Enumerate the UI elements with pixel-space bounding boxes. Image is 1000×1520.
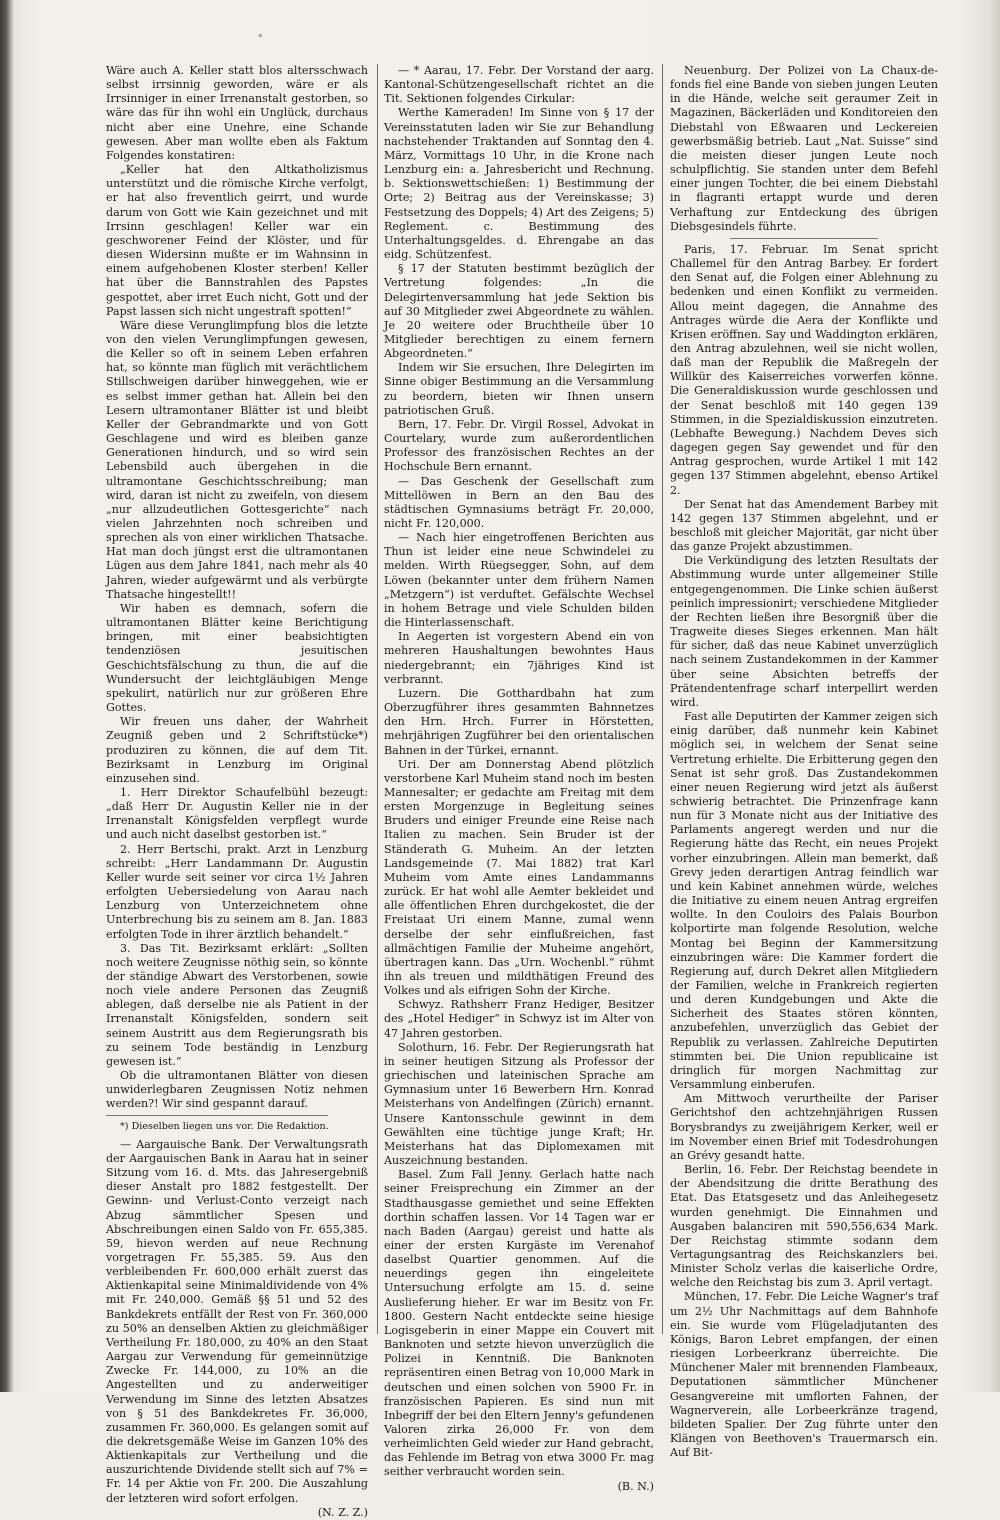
paragraph-aargauische-bank: — Aargauische Bank. Der Verwaltungsrath der Aargauischen Bank in Aarau hat in seiner Sitzung vom 16. d. Mts. das Jahresergebniß dieser Anstalt pro 1882 festgestellt. Der Gewinn- und Verlust-Conto verzeigt nach Abzug sämmtlicher Spesen und Abschreibungen einen Saldo von Fr. 655,385. 59, hievon werden auf neue Rechnung vorgetragen Fr. 55,385. 59. Aus den verbleibenden Fr. 600,000 erhält zuerst das Aktienkapital seine Minimaldividende von 4% mit Fr. 240,000. Gemäß §§ 51 und 52 des Bankdekrets entfällt der Rest von Fr. 360,000 zu 50% an denselben Aktien zu gleichmäßiger Vertheilung Fr. 180,000, zu 40% an den Staat Aargau zur Verwendung für gemeinnützige Zwecke Fr. 144,000, zu 10% an die Angestellten und zu anderweitiger Verwendung im Sinne des letzten Absatzes von § 51 des Bankdekretes Fr. 36,000, zusammen Fr. 360,000. Es gelangen somit auf die dekretsgemäße Weise im Ganzen 10% des Aktienkapitals zur Vertheilung und die auszurichtende Dividende stellt sich auf 7% = Fr. 14 per Aktie von Fr. 200. Die Auszahlung der letzteren wird sofort erfolgen.: [106, 1137, 368, 1505]
paragraph: — Das Geschenk der Gesellschaft zum Mittellöwen in Bern an den Bau des städtischen Gymnasiums beträgt Fr. 20,000, nicht Fr. 120,000.: [384, 474, 654, 530]
paragraph: Der Senat hat das Amendement Barbey mit 142 gegen 137 Stimmen abgelehnt, und er beschloß mit gleicher Majorität, gar nicht über das ganze Projekt abzustimmen.: [670, 497, 938, 554]
paragraph: Die Verkündigung des letzten Resultats der Abstimmung wurde unter allgemeiner Stille entgegengenommen. Die Linke schien äußerst peinlich impressionirt; verschiedene Mitglieder der Rechten ließen ihre Besorgniß über die Tragweite dieses Sieges erkennen. Man hält für sicher, daß das neue Kabinet unverzüglich nach seinem Zustandekommen in der Kammer über seine Absichten betreffs der Prätendentenfrage scharf interpellirt werden wird.: [670, 554, 939, 709]
page-mark: °: [258, 34, 263, 44]
paragraph: Am Mittwoch verurtheilte der Pariser Gerichtshof den achtzehnjährigen Russen Borysbrandys zu zweijährigem Kerker, weil er im November einen Brief mit Todesdrohungen an Grévy gesandt hatte.: [670, 1092, 938, 1162]
footnote-rule: [106, 1115, 328, 1116]
paragraph: Indem wir Sie ersuchen, Ihre Delegirten im Sinne obiger Bestimmung an die Versammlung zu beordern, bieten wir Ihnen unsern patriotischen Gruß.: [384, 361, 654, 417]
footnote: *) Dieselben liegen uns vor. Die Redaktion.: [120, 1120, 329, 1132]
paragraph-luzern: Luzern. Die Gotthardbahn hat zum Oberzugführer ihres gesammten Bahnnetzes den Hrn. Hrch. Furrer in Hörstetten, mehrjährigen Zugführer bei den orientalischen Bahnen in der Türkei, ernannt.: [384, 686, 654, 757]
section-rule: [730, 238, 878, 239]
source-signature: (N. Z. Z.): [317, 1505, 368, 1519]
paragraph: Wäre auch A. Keller statt blos altersschwach selbst irrsinnig geworden, wäre er als Irrsinniger in einer Irrenanstalt gestorben, so wäre das für ihn wohl ein Unglück, durchaus nicht aber eine Unehre, eine Schande gewesen. Aber man wollte eben als Faktum Folgendes konstatiren:: [106, 64, 368, 162]
paragraph: Wäre diese Verunglimpfung blos die letzte von den vielen Verunglimpfungen gewesen, die Keller so oft in seinem Leben erfahren hat, so könnte man füglich mit verächtlichem Stillschweigen darüber hinweggehen, wie er es selbst immer gethan hat. Allein bei den Lesern ultramontaner Blätter ist und bleibt Keller der Gebrandmarkte und von Gott Geschlagene und wird es bleiben ganze Generationen hindurch, und so wird sein Lebensbild auch übergehen in die ultramontane Geschichtsschreibung; man wird, daran ist nicht zu zweifeln, von diesem „nur allzudeutlichen Gottesgerichte“ nach vielen Jahrzehnten noch schreiben und sprechen als von einer wirklichen Thatsache. Hat man doch jüngst erst die ultramontanen Lügen aus dem Jahre 1841, nach mehr als 40 Jahren, wieder aufgewärmt und als verbürgte Thatsache hingestellt!!: [106, 318, 368, 601]
source-signature: (B. N.): [617, 1479, 654, 1493]
column-3: [670, 64, 938, 1460]
paragraph: § 17 der Statuten bestimmt bezüglich der Vertretung folgendes: „In die Delegirtenversammlung hat jede Sektion bis auf 30 Mitglieder zwei Abgeordnete zu wählen. Je 20 weitere oder Bruchtheile über 10 Mitglieder berechtigen zu einem fernern Abgeordneten.“: [384, 262, 654, 361]
paragraph-paris: Paris, 17. Februar. Im Senat spricht Challemel für den Antrag Barbey. Er fordert den Senat auf, die Folgen einer Ablehnung zu bedenken und einen Konflikt zu vermeiden. Allou meint dagegen, die Annahme des Antrages würde die Aera der Konflikte und Krisen eröffnen. Say und Waddington erklären, den Antrag abzulehnen, weil sie nicht wollen, daß man der Republik die Maßregeln der Willkür des Kaiserreiches vorwerfen könne. Die Generaldiskussion wurde geschlossen und der Senat beschloß mit 140 gegen 139 Stimmen, in die Spezialdiskussion einzutreten. (Lebhafte Bewegung.) Nachdem Deves sich dagegen gegen Say gewendet und für den Antrag gesprochen, wurde Artikel 1 mit 142 gegen 137 Stimmen abgelehnt, ebenso Artikel 2.: [670, 242, 938, 497]
paragraph: Wir haben es demnach, sofern die ultramontanen Blätter keine Berichtigung bringen, mit einer beabsichtigten tendenziösen jesuitischen Geschichtsfälschung zu thun, die auf die Wundersucht der leichtgläubigen Menge spekulirt, natürlich nur zur größeren Ehre Gottes.: [106, 601, 368, 715]
paragraph: 2. Herr Bertschi, prakt. Arzt in Lenzburg schreibt: „Herr Landammann Dr. Augustin Keller wurde seit seiner vor circa 1½ Jahren erfolgten Uebersiedelung von Aarau nach Lenzburg von Unterzeichnetem ohne Unterbrechung bis zu seinem am 8. Jan. 1883 erfolgten Tode in ihrer ärztlich behandelt.“: [106, 842, 368, 941]
column-rule: [662, 64, 663, 1334]
paragraph: 1. Herr Direktor Schaufelbühl bezeugt: „daß Herr Dr. Augustin Keller nie in der Irrenanstalt Königsfelden verpflegt wurde und auch nicht daselbst gestorben ist.“: [106, 785, 368, 842]
paragraph-solothurn: Solothurn, 16. Febr. Der Regierungsrath hat in seiner heutigen Sitzung als Professor der griechischen und lateinischen Sprache am Gymnasium unter 16 Bewerbern Hrn. Konrad Meisterhans von Andelfingen (Zürich) ernannt. Unsere Kantonsschule gewinnt in dem Gewählten eine tüchtige junge Kraft; Hr. Meisterhans hat das Diplomexamen mit Auszeichnung bestanden.: [384, 1040, 654, 1168]
paragraph-berlin: Berlin, 16. Febr. Der Reichstag beendete in der Abendsitzung die dritte Berathung des Etat. Das Etatsgesetz und das Anleihegesetz wurden genehmigt. Die Einnahmen und Ausgaben balanciren mit 590,556,634 Mark. Der Reichstag stimmte sodann dem Vertagungsantrag des Reichskanzlers bei. Minister Scholz verlas die kaiserliche Ordre, welche den Reichstag bis zum 3. April vertagt.: [670, 1163, 938, 1290]
column-rule: [377, 64, 378, 1334]
paragraph-muenchen: München, 17. Febr. Die Leiche Wagner's traf um 2½ Uhr Nachmittags auf dem Bahnhofe ein. Sie wurde vom Flügeladjutanten des Königs, Baron Lebret empfangen, der einen riesigen Lorbeerkranz überreichte. Die Münchener Maler mit brennenden Flambeaux, Deputationen sämmtlicher Münchener Gesangvereine mit umflorten Fahnen, der Wagnerverein, alle Lorbeerkränze tragend, bildeten Spalier. Der Zug führte unter den Klängen von Beethoven's Trauermarsch ein. Auf Bit-: [670, 1290, 938, 1460]
paragraph-neuenburg: Neuenburg. Der Polizei von La Chaux-de-fonds fiel eine Bande von sieben jungen Leuten in die Hände, welche seit geraumer Zeit in Magazinen, Bäckerläden und Konditoreien den Diebstahl von Eßwaaren und Leckereien gewerbsmäßig betrieb. Laut „Nat. Suisse“ sind die meisten dieser jungen Leute noch schulpflichtig. Sie standen unter dem Befehl einer jungen Tochter, die bei einem Diebstahl in flagranti ertappt wurde und deren Verhaftung zur Entdeckung des übrigen Diebsgesindels führte.: [670, 64, 938, 233]
paragraph-bern: Bern, 17. Febr. Dr. Virgil Rossel, Advokat in Courtelary, wurde zum außerordentlichen Professor des französischen Rechtes an der Hochschule Bern ernannt.: [384, 417, 654, 474]
paragraph: — Nach hier eingetroffenen Berichten aus Thun ist leider eine neue Schwindelei zu melden. Wirth Rüegsegger, Sohn, auf dem Löwen (bekannter unter dem frühern Namen „Metzgern“) ist verduftet. Gefälschte Wechsel in hohem Betrage und viele Schulden bilden die Hinterlassenschaft.: [384, 531, 654, 630]
paragraph: In Aegerten ist vorgestern Abend ein von mehreren Haushaltungen bewohntes Haus niedergebrannt; ein 7jähriges Kind ist verbrannt.: [384, 630, 654, 686]
column-1: [106, 64, 368, 1520]
paragraph: Ob die ultramontanen Blätter von diesen unwiderlegbaren Zeugnissen Notiz nehmen werden?! Wir sind gespannt darauf.: [106, 1069, 368, 1111]
paragraph: Fast alle Deputirten der Kammer zeigen sich einig darüber, daß nunmehr kein Kabinet möglich sei, in welchem der Senat seine Vertretung erhielte. Die Erbitterung gegen den Senat ist sehr groß. Das Zustandekommen einer neuen Regierung wird jetzt als äußerst schwierig betrachtet. Die Prinzenfrage kann nun für 3 Monate nicht aus der Initiative des Parlaments angeregt werden und nur die Regierung hätte das Recht, ein neues Projekt vorher einzubringen. Allein man bemerkt, daß Grevy jeden derartigen Antrag feindlich war und kein Kabinet annehmen würde, welches die Initiative zu einem neuen Antrag ergreifen wollte. In den Couloirs des Palais Bourbon kolportirte man folgende Resolution, welche Montag bei Beginn der Kammersitzung einzubringen wäre: Die Kammer fordert die Regierung auf, durch Dekret allen Mitgliedern der Familien, welche in Frankreich regierten und deren Kundgebungen und Akte die Sicherheit des Staates stören könnten, anzubefehlen, unverzüglich das Gebiet der Republik zu verlassen. Zahlreiche Deputirten stimmten bei. Die Union republicaine ist dringlich für morgen Nachmittag zur Versammlung einberufen.: [670, 710, 938, 1092]
paragraph: Wir freuen uns daher, der Wahrheit Zeugniß geben und 2 Schriftstücke*) produziren zu können, die auf dem Tit. Bezirksamt in Lenzburg im Original einzusehen sind.: [106, 715, 368, 785]
paragraph-basel: Basel. Zum Fall Jenny. Gerlach hatte nach seiner Freisprechung ein Zimmer an der Stadthausgasse gemiethet und seine Effekten dorthin schaffen lassen. Vor 14 Tagen war er nach Baden (Aargau) gereist und hatte als einer der ersten Kurgäste im Verenahof daselbst Quartier genommen. Auf die neuerdings gegen ihn eingeleitete Untersuchung erfolgte am 15. d. seine Auslieferung hieher. Er war im Besitz von Fr. 1800. Gestern Nacht entdeckte seine hiesige Logisgeberin in einer Mappe ein Couvert mit Banknoten und setzte hievon unverzüglich die Polizei in Kenntniß. Die Banknoten repräsentiren einen Betrag von 10,000 Mark in deutschen und einen solchen von 5900 Fr. in französischen Papieren. Es sind nun mit Inbegriff der bei den Eltern Jenny's gefundenen Valoren zirka 26,000 Fr. von dem verheimlichten Geld wieder zur Hand gebracht, das Fehlende im Betrag von etwa 3000 Fr. mag seither verbraucht worden sein.: [384, 1168, 654, 1479]
column-2: [384, 64, 654, 1494]
paragraph-aarau: — * Aarau, 17. Febr. Der Vorstand der aarg. Kantonal-Schützengesellschaft richtet an die Tit. Sektionen folgendes Cirkular:: [384, 64, 654, 106]
paragraph: „Keller hat den Altkatholizismus unterstützt und die römische Kirche verfolgt, er hat also freventlich geirrt, und wurde darum von Gott wie Kain gezeichnet und mit Irrsinn geschlagen! Keller war ein geschworener Feind der Klöster, und für diesen Widersinn mußte er im Wahnsinn in einem aufgehobenen Kloster sterben! Keller hat über die Bannstrahlen des Papstes gespottet, aber irret Euch nicht, Gott und der Papst lassen sich nicht ungestraft spotten!“: [106, 163, 368, 318]
paragraph-uri: Uri. Der am Donnerstag Abend plötzlich verstorbene Karl Muheim stand noch im besten Mannesalter; er gedachte am Freitag mit dem ersten Morgenzuge in Begleitung seines Bruders und einiger Freunde eine Reise nach Italien zu machen. Sein Bruder ist der Ständerath G. Muheim. An der letzten Landsgemeinde (7. Mai 1882) trat Karl Muheim vom Amte eines Landammanns zurück. Er hat wohl alle Aemter bekleidet und alle öffentlichen Ehren durchgekostet, die der Freistaat Uri einem Manne, zumal wenn derselbe der sehr einflußreichen, fast allmächtigen Familie der Muheime angehört, übertragen kann. Das „Urn. Wochenbl.“ rühmt ihn als treuen und mildthätigen Freund des Volkes und als eifrigen Sohn der Kirche.: [384, 757, 654, 998]
paragraph: Werthe Kameraden! Im Sinne von § 17 der Vereinsstatuten laden wir Sie zur Behandlung nachstehender Traktanden auf Sonntag den 4. März, Vormittags 10 Uhr, in die Krone nach Lenzburg ein: a. Jahresbericht und Rechnung. b. Sektionswettschießen: 1) Bestimmung der Orte; 2) Beitrag aus der Vereinskasse; 3) Festsetzung des Doppels; 4) Art des Zeigens; 5) Reglement. c. Bestimmung des Unterhaltungsgeldes. d. Ehrengabe an das eidg. Schützenfest.: [384, 106, 654, 262]
paragraph-schwyz: Schwyz. Rathsherr Franz Hediger, Besitzer des „Hotel Hediger“ in Schwyz ist im Alter von 47 Jahren gestorben.: [384, 998, 654, 1040]
paragraph: 3. Das Tit. Bezirksamt erklärt: „Sollten noch weitere Zeugnisse nöthig sein, so könnte der ständige Abwart des Verstorbenen, sowie noch viele andere Personen das Zeugniß ablegen, daß derselbe nie als Patient in der Irrenanstalt Königsfelden, sondern seit seinem Austritt aus dem Regierungsrath bis zu seinem Tode beständig in Lenzburg gewesen ist.“: [106, 941, 368, 1068]
